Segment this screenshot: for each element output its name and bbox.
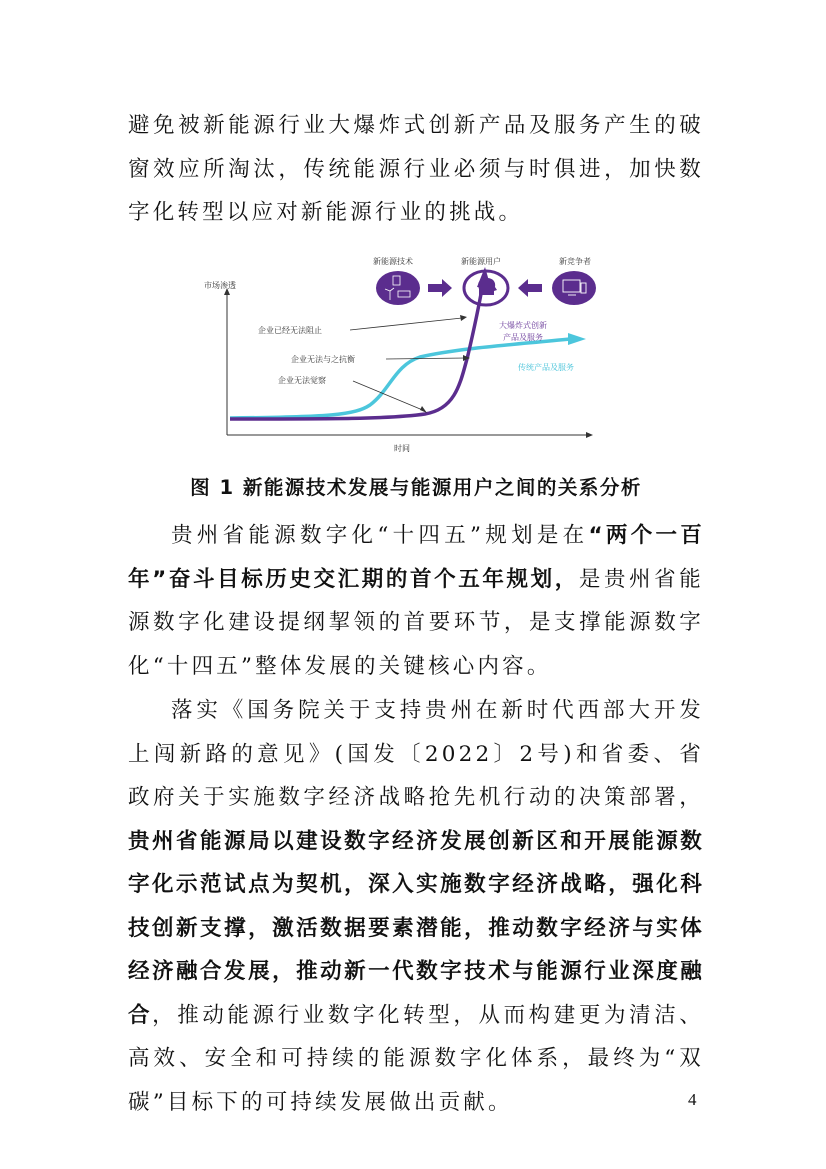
plan-text-bold: “两个一百年”奋斗目标历史交汇期的首个五年规划， bbox=[128, 523, 704, 592]
arrow-right bbox=[428, 279, 452, 297]
page-number: 4 bbox=[688, 1090, 697, 1109]
x-axis-label: 时间 bbox=[394, 444, 410, 453]
label-new-competitor: 新竞争者 bbox=[559, 257, 591, 266]
annotation-cannot-compete: 企业无法与之抗衡 bbox=[291, 355, 355, 364]
plan-text-c: 是贵州省能源数字化建设提纲挈领的首要环节，是支撑能源数字化“十四五”整体发展的关键核心内容。 bbox=[128, 566, 704, 679]
tech-circle bbox=[376, 271, 420, 305]
label-traditional: 传统产品及服务 bbox=[518, 363, 574, 372]
label-explosive-line1: 大爆炸式创新 bbox=[499, 321, 547, 330]
figure-caption: 图 1 新能源技术发展与能源用户之间的关系分析 bbox=[190, 476, 642, 499]
paragraph-plan bbox=[128, 514, 704, 688]
y-axis-label: 市场渗透 bbox=[204, 281, 236, 290]
label-new-energy-tech: 新能源技术 bbox=[373, 257, 413, 266]
label-new-energy-user: 新能源用户 bbox=[461, 257, 501, 266]
label-explosive-line2: 产品及服务 bbox=[503, 333, 543, 342]
diagram-canvas bbox=[210, 245, 630, 460]
impl-text-bold: 贵州省能源局以建设数字经济发展创新区和开展能源数字化示范试点为契机，深入实施数字经济战略，强化科技创新支撑，激活数据要素潜能，推动数字经济与实体经济融合发展，推动新一代数字技术与能源行业深度融合 bbox=[128, 828, 704, 1028]
paragraph-intro: 避免被新能源行业大爆炸式创新产品及服务产生的破窗效应所淘汰，传统能源行业必须与时俱进，加快数字化转型以应对新能源行业的挑战。 bbox=[128, 113, 704, 225]
annotation-cannot-stop: 企业已经无法阻止 bbox=[258, 326, 322, 335]
arrow-left bbox=[518, 279, 542, 297]
impl-text-a: 落实《国务院关于支持贵州在新时代西部大开发上闯新路的意见》(国发〔2022〕2号)和省委、省政府关于实施数字经济战略抢先机行动的决策部署， bbox=[128, 698, 704, 810]
annotation-cannot-notice: 企业无法觉察 bbox=[278, 376, 326, 385]
impl-text-c: ，推动能源行业数字化转型，从而构建更为清洁、高效、安全和可持续的能源数字化体系，最终为“双碳”目标下的可持续发展做出贡献。 bbox=[128, 1002, 704, 1115]
plan-text-a: 贵州省能源数字化“十四五”规划是在 bbox=[171, 523, 589, 548]
paragraph-implementation bbox=[128, 689, 704, 1124]
figure-relationship-diagram bbox=[204, 245, 630, 460]
competitor-circle bbox=[552, 271, 596, 305]
traditional-arrowhead bbox=[568, 333, 586, 345]
